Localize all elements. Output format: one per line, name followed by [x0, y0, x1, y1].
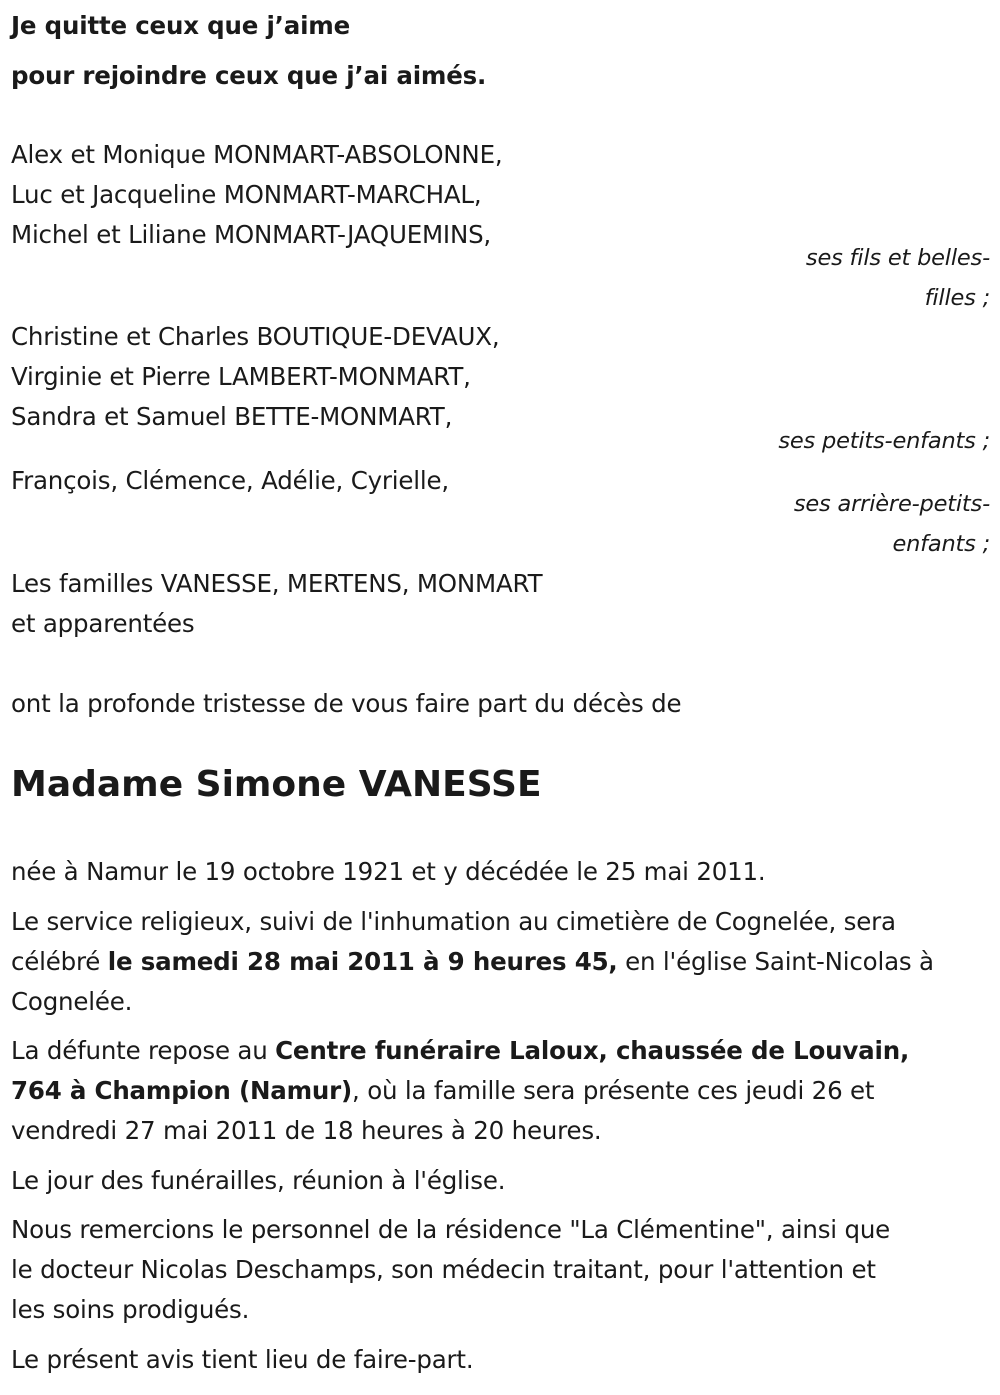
- rest-line-1: [11, 1031, 909, 1071]
- families-line-2: et apparentées: [11, 609, 195, 638]
- birth-death-text: née à Namur le 19 octobre 1921 et y décédée le 25 mai 2011.: [11, 857, 766, 886]
- service-line-3: Cognelée.: [11, 987, 133, 1016]
- epitaph-line-1: Je quitte ceux que j’aime: [11, 11, 351, 40]
- family-son-2: Luc et Jacqueline MONMART-MARCHAL,: [11, 180, 482, 209]
- role-sons-line-1: ses fils et belles-: [805, 245, 990, 271]
- family-grandchild-3: Sandra et Samuel BETTE-MONMART,: [11, 402, 453, 431]
- service-line-1: Le service religieux, suivi de l'inhumation au cimetière de Cognelée, sera: [11, 907, 896, 936]
- thanks-line-3: les soins prodigués.: [11, 1295, 250, 1324]
- service-line-2-post: en l'église Saint-Nicolas à: [617, 947, 934, 976]
- service-line-2: [11, 942, 934, 982]
- thanks-line-2: le docteur Nicolas Deschamps, son médecin traitant, pour l'attention et: [11, 1255, 876, 1284]
- funeral-day-text: Le jour des funérailles, réunion à l'église.: [11, 1166, 506, 1195]
- role-great-grandchildren-line-1: ses arrière-petits-: [793, 491, 990, 517]
- family-great-grandchildren: François, Clémence, Adélie, Cyrielle,: [11, 466, 449, 495]
- family-grandchild-2: Virginie et Pierre LAMBERT-MONMART,: [11, 362, 471, 391]
- role-great-grandchildren-line-2: enfants ;: [892, 531, 990, 557]
- funeral-center-name: Centre funéraire Laloux, chaussée de Louvain,: [275, 1036, 910, 1065]
- service-date-time: le samedi 28 mai 2011 à 9 heures 45,: [107, 947, 618, 976]
- rest-line-2: [11, 1071, 874, 1111]
- role-grandchildren: ses petits-enfants ;: [778, 428, 990, 454]
- service-line-2-pre: célébré: [11, 947, 108, 976]
- announcement: ont la profonde tristesse de vous faire part du décès de: [11, 689, 682, 718]
- rest-line-1-pre: La défunte repose au: [11, 1036, 276, 1065]
- family-son-3: Michel et Liliane MONMART-JAQUEMINS,: [11, 220, 492, 249]
- role-sons-line-2: filles ;: [924, 285, 990, 311]
- epitaph-line-2: pour rejoindre ceux que j’ai aimés.: [11, 61, 487, 90]
- rest-line-3: vendredi 27 mai 2011 de 18 heures à 20 heures.: [11, 1116, 602, 1145]
- deceased-name: Madame Simone VANESSE: [11, 764, 542, 805]
- funeral-center-address: 764 à Champion (Namur): [11, 1076, 353, 1105]
- family-grandchild-1: Christine et Charles BOUTIQUE-DEVAUX,: [11, 322, 500, 351]
- family-son-1: Alex et Monique MONMART-ABSOLONNE,: [11, 140, 503, 169]
- closing-text: Le présent avis tient lieu de faire-part.: [11, 1345, 474, 1374]
- families-line-1: Les familles VANESSE, MERTENS, MONMART: [11, 569, 543, 598]
- rest-line-2-post: , où la famille sera présente ces jeudi 26 et: [352, 1076, 875, 1105]
- thanks-line-1: Nous remercions le personnel de la résidence "La Clémentine", ainsi que: [11, 1215, 891, 1244]
